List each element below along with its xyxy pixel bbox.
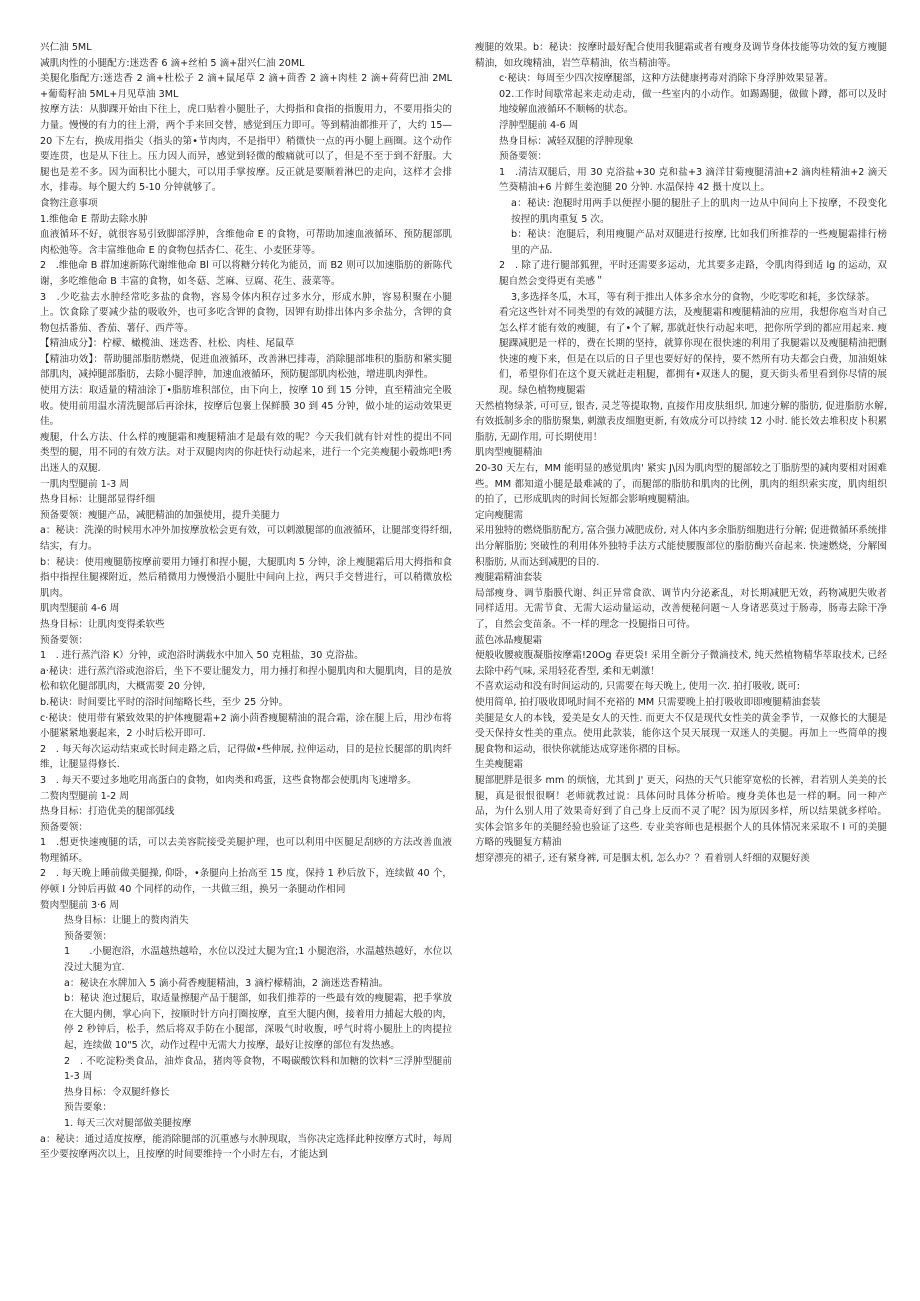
paragraph: 美腿化脂配方:迷迭香 2 滴+杜松子 2 滴+鼠尾草 2 滴+茴香 2 滴+肉桂 2 滴+荷荷巴油 2ML+葡萄籽油 5ML+月见草油 3ML [40, 73, 452, 100]
paragraph: a：秘诀: 泡腿时用两手以便捏小腿的腿肚子上的肌肉一边从中间向上下按摩，不段变化按捏的肌肉重复 5 次。 [511, 197, 887, 225]
paragraph: 预备要领： [40, 634, 88, 646]
paragraph: 1. 每天三次对腿部做美腿按摩 [64, 1117, 192, 1129]
paragraph: 定向瘦腿需 [475, 509, 523, 521]
paragraph: 使用方法：取适量的精油涂丁•脂肪堆积部位，由下向上，按摩 10 到 15 分钟，直至精油完全吸收。使用前用温水清洗腿部后再涂抹，按摩后包裹上保鲜膜 30 到 45 分钟，做小址的运动效果更佳。 [40, 385, 452, 428]
paragraph: 3 . 每天不要过多地吃用高蛋白的食物，如肉类和鸡蛋，这些食物都会使肌肉飞速增多。 [40, 774, 417, 786]
paragraph: 减肌肉性的小腿配方:迷迭香 6 滴+丝柏 5 滴+甜兴仁油 20ML [40, 57, 305, 69]
paragraph: 瘦腿霜精油套装 [475, 572, 543, 584]
paragraph: 预备要领： [64, 930, 112, 942]
paragraph: 血液循环不好，就很容易引致脚部浮肿，含维他命 E 的食物，可帮助加速血液循环、预防腿部肌肉松弛等。含丰富维他命 E 的食物包括杏仁、花生、小麦胚芽等。 [40, 229, 452, 256]
paragraph: b：秘诀：使用瘦腿筋按摩前要用力锤打和捏小腿，大腿肌肉 5 分钟，涂上瘦腿霜后用大拇指和食指中指捏住腿裸附近，然后稍微用力慢慢沿小腿肚中间向上拉，两只手交替进行，可以稍微放松肌肉。 [40, 556, 452, 599]
paragraph: 食物注意事项 [40, 197, 98, 209]
paragraph: 【精油成分】：柠檬、橄榄油、迷迭香、杜松、肉桂、尾鼠草 [40, 338, 295, 350]
paragraph: a：秘诀：通过适度按摩，能消除腿部的沉重感与水肿现取，当你决定选择此种按摩方式时，每周至少要按摩两次以上，且按摩的时间要维持一个小时左右，才能达到 [40, 1133, 452, 1161]
paragraph: 20-30 天左右，MM 能明显的感觉肌肉' 紧实 J\因为肌肉型的腿部较之丁脂肪型的减肉要相对困难些。MM 都知道小腿是最难减的了，而腿部的脂肪和肌肉的比例，肌肉的组织索实度，肌肉组织的拍了，已形成肌肉的时间长短都会影响瘦腿精油。 [475, 463, 887, 506]
paragraph: 不喜欢运动和没有时间运动的, 只需要在每天晚上, 使用一次. 拍打吸收, 既可: [475, 681, 801, 693]
paragraph: 【精油功效】：帮助腿部脂肪燃烧，促进血液循环，改善淋巴排毒，消除腿部堆积的脂肪和紧实腿部肌肉，减掉腿部脂肪，去除小腿浮肿，加速血液循环，预防腿部肌肉松弛，增进肌肉弹性。 [40, 353, 452, 381]
paragraph: 2 .维他命 B 群加速新陈代谢维他命 Bl 可以将糖分转化为能员，而 B2 则可以加速脂肪的新陈代谢，多吃维他命 B 丰富的食物，如冬菇、芝麻、豆腐、花生、菠菜等。 [40, 260, 452, 287]
paragraph: a·秘诀：进行蒸汽浴或泡浴后，坐下不要让腿发力，用力捶打和捏小腿肌肉和大腿肌肉，目的是放松和软化腿部肌肉，大概需要 20 分钟, [40, 665, 452, 693]
paragraph: 瘦腿的效果。b：秘诀：按摩时最好配合使用我腿霜或者有瘦身及调节身体技能等功效的复方瘦腿精油，如玫瑰精油，岩竺草精油，依当精油等。 [475, 42, 887, 69]
paragraph: 热身目标：减轻双腿的浮肿现象 [499, 135, 634, 147]
paragraph: 蓝色冰晶瘦腿霜 [475, 634, 543, 646]
paragraph: c·秘诀：使用带有紧致效果的护体瘦腿霜+2 滴小茴香瘦腿精油的混合霜，涂在腿上后，用沙布将小腿紧紧地裹起来，2 小时后松开即可. [40, 712, 452, 740]
paragraph: 腿部肥胖是很多 mm 的烦恼，尤其到 J' 更天，闷热的天气只能穿宽松的长裤，君若别人美美的长腿，真是很恨很啊！老师就教过说：具体问时具体分析哈。瘦身美体也是一样的啊。同一种产品，为什么别人用了效果奇好到了自己身上反而不灵了呢？因为原因多样，所以结果就多样哈。实体会馆多年的美腿经验也验证了这些. 专业美容师也是根据个人的具体情况来采取不 I 可的美腿方略的残腿复方精油 [475, 774, 887, 849]
right-column [475, 40, 887, 866]
paragraph: 1 .想更快速瘦腿的话，可以去美容院接受美腿护理，也可以利用中医腿足刮痧的方法改善血液物理循环。 [40, 837, 452, 864]
paragraph: 预备要领：瘦腿产品，减肥精油的加强使用，提升美腿力 [40, 509, 280, 521]
paragraph: 肌肉型腿前 4-6 周 [40, 603, 120, 615]
paragraph: 预备要领： [499, 151, 547, 163]
paragraph: 想穿漂亮的裙子, 还有紧身裤, 可是胭太机, 怎么办？？看着别人纤细的双腿好羡 [475, 852, 810, 864]
paragraph: 瘦腿，什么方法、什么样的瘦腿霜和瘦腿精油才是最有效的呢？今天我们就有针对性的提出不同类型的腿，用不同的有效方法。对于双腿肉肉的你赶快行动起来，进行一个完美瘦腿小毂炼吧!秀出迷人的双腿. [40, 431, 452, 475]
paragraph: 浮肿型腿前 4-6 周 [499, 119, 579, 131]
paragraph: b.秘诀：时间要比平时的浴时间缩略长些，至少 25 分钟。 [40, 696, 289, 708]
paragraph: 1 . 进行蒸汽浴 K）分钟，或泡浴时满载水中加入 50 克粗盐，30 克浴盐。 [40, 650, 364, 662]
paragraph: 预告要象： [64, 1102, 112, 1114]
paragraph: 使用简单, 拍打吸收即吼时间不充裕的 MM 只需要晚上拍打吸收即即瘦腿精油套装 [475, 696, 821, 708]
paragraph: 美腿是女人的本钱，爱美是女人的天性. 而更大不仅是现代女性美的黄金季节，一双修长的大腿是受天保持女性美的重点。使用此款装，能你这个炅天展现一双迷人的美腿。再加上一些简单的搜腿食物和运动，很快你就能达成穿迷你褶的目标。 [475, 712, 887, 755]
paragraph: 一肌肉型腿前 1-3 周 [40, 478, 129, 490]
paragraph: 3,多选择冬瓜，木耳，等有利于推出人体多余水分的食物，少吃零吃和耗，多饮绿茶。 [511, 291, 876, 303]
paragraph: 热身目标：令双腿纤修长 [64, 1086, 170, 1098]
paragraph: 1 .清洁双腿后，用 30 克浴盐+30 克和盐+3 滴洋甘菊瘦腿清油+2 滴肉桂精油+2 滴天竺葵精油+6 片鲜生姜泡腿 20 分钟. 水温保持 42 摄十度以上。 [499, 166, 887, 194]
paragraph: b：秘诀：泡腿后，利用瘦腿产品对双腿进行按摩, 比如我们所推荐的一些瘦腿霜排行榜里的产品. [511, 229, 887, 256]
paragraph: 1.维他命 E 帮助去除水肿 [40, 213, 148, 225]
paragraph: c·秘诀：每周至少四次按摩腿部，这种方法健康拷毒对消除下身浮肿效果显著。 [499, 73, 834, 85]
paragraph: a：秘诀：洗澡的时候用水冲外加按摩放松会更有效，可以刺激腿部的血液循环，让腿部变得纤细, 结实，有力。 [40, 525, 452, 552]
paragraph: 按摩方法：从脚踝开始由下往上，虎口贴着小腿肚子，大拇指和食指的指腹用力，不要用指尖的力量。慢慢的有力的往上滑，两个手来回交替，感觉到压力即可。等到精油都推开了，大约 15—20 下左右，换成用指尖（指头的第•节肉肉，不是指甲）稍微快一点的再小腿上画圈。这个动作要连贯，也是从下往上。压力因人而异，感觉到轻微的酸痛就可以了，但是不至于到不舒服。大腿也是差不多。因为面积比小腿大，可以用手掌按摩。反正就是要顺着淋巴的走向，这样才会排水，排毒。每个腿大约 5-10 分钟就够了。 [40, 104, 452, 194]
paragraph: 赘肉型腿前 3·6 周 [40, 899, 119, 911]
paragraph: 天然植物绿茶, 可可豆, 银杏, 灵芝等提取物, 直接作用皮肤组织, 加速分解的脂肪, 促进脂肪水解, 有效抵制多余的脂肪聚集, 刺激表皮细胞更新, 有效成分可以持续 12 小时. 能长效去堆积皮卜积累脂肪, 无副作用, 可长期使用！ [475, 400, 887, 443]
paragraph: 便般收腰疲腹凝脂按摩霜!20Og 春更袋! 采用全新分子微滴技术, 纯天然植物精华萃取技术, 已经去除中药气味, 采用轻花香型, 柔和无刺激！ [475, 650, 887, 677]
paragraph: 热身目标：让腿部显得纤细 [40, 494, 156, 506]
paragraph: 看完这些针对不同类型的有效的减腿方法，及瘦腿霜和瘦腿精油的应用，我想你庖当对自己怎么样才能有效的瘦腿，有了•个了解, 那就赶快行动起来吧，把你所学到的都应用起来. 瘦腿踝减肥是一样的，费在长期的坚持，就算你现在很快速的利用了我腿霜以及瘦腿精油把删快速的瘦下来，但是在以后的日子里也要好好的保持，要不然所有功夫都会白费，加油姐妹们，希望你们在这个夏天就赶走粗腿，都拥有•双迷人的腿，夏天街头希里看到你尽情的展现。绿色植物瘦腿霜 [499, 307, 887, 397]
paragraph: 1 .小腿泡浴，水温越热越哈，水位以没过大腿为宜;1 小腿泡浴，水温越热越好，水位以没过大腿为宜. [64, 946, 452, 974]
paragraph: 2 . 除了进行腿部狐狸，平时还需要多运动，尤其要多走路，令肌肉得到适 lg 的运动，双腿自然会变得更有美感＂ [499, 260, 887, 287]
paragraph: 热身目标：让肌肉变得柔软些 [40, 618, 165, 630]
paragraph: 3 .少吃盐去水肿经常吃多盐的食物，容易令体内积存过多水分，形成水肿，容易积聚在小腿上。饮食除了要减少盐的吸收外，也可多吃含钾的食物，因钾有助排出体内多余盐分，含钾的食物包括番茄、香茄、薯仔、西芹等。 [40, 291, 452, 334]
paragraph: 采用独特的燃烧脂肪配方, 富合强力减肥成份, 对人体内多余脂肪细胞进行分解; 促进微循环系统排出分解脂肪; 突破性的利用体外独特手法方式能使腰腹部位的脂肪酶兴奋起来. 快速燃烧，分解囤积脂肪, 从而达到减肥的目的. [475, 525, 887, 568]
paragraph: 预备要领： [40, 821, 88, 833]
paragraph: 兴仁油 5ML [40, 42, 92, 53]
left-column [40, 40, 452, 1163]
paragraph: 2 . 不吃淀粉类食品，油炸食品，猪肉等食物，不喝碳酸饮料和加糖的饮料“三浮肿型腿前 1-3 周 [64, 1055, 452, 1083]
paragraph: b：秘诀 泡过腿后，取适量擦腿产品于腿部，如我们推荐的一些最有效的瘦腿霜，把手掌放在大腿内侧，掌心向下，按顺时针方向打圈按摩，直至大腿内侧，接着用力捕起大般的肉，停 2 秒钟后，松手，然后将双手防在小腿部，深吸气时收腹，呼气时将小腿肚上的肉提拉起，连续做 10"5 次，动作过程中无需大力按摩，最好让按摩的部位有发热感。 [64, 993, 452, 1051]
paragraph: 2 . 每天每次运动结束或长时间走路之后，记得做•些伸展, 拉伸运动，目的是拉长腿部的肌肉纤维，让腿显得修长. [40, 743, 452, 771]
paragraph: 二赘肉型腿前 1-2 周 [40, 790, 129, 802]
paragraph: 肌肉型瘦腿精油 [475, 447, 543, 459]
paragraph: a：秘诀在水牌加入 5 滴小荷香瘦腿精油，3 滴柠檬精油，2 滴迷迭香精油。 [64, 977, 389, 989]
paragraph: 热身目标：让腿上的赘肉消失 [64, 915, 189, 927]
paragraph: 局部瘦身、调节脂膜代谢、纠正异常食欲、调节内分泌紊乱，对长期减肥无效，药物减肥失败者同样适用。无需节食、无需大运动量运动，改善便秘问题～人身诸恶莫过于肠毒，肠毒去除干净了，自然会变苗条。不一样的理念一投腿指日可待。 [475, 587, 887, 630]
paragraph: 02.工作时间歇常起来走动走动，做一些室内的小动作。如踢踢腿，做做卜蹲，都可以及时地绫解血液循环不顺畅的状态。 [499, 88, 887, 116]
paragraph: 热身目标：打造优美的腿部弧线 [40, 806, 175, 818]
paragraph: 生美瘦腿霜 [475, 759, 523, 771]
paragraph: 2 . 每天晚上睡前做美腿操, 仰卧，•条腿向上抬高至 15 度，保持 1 秒后放下，连续做 40 个，停顿 I 分钟后再做 40 个同样的动作，一共做三组，换另一条腿动作相同 [40, 868, 452, 896]
